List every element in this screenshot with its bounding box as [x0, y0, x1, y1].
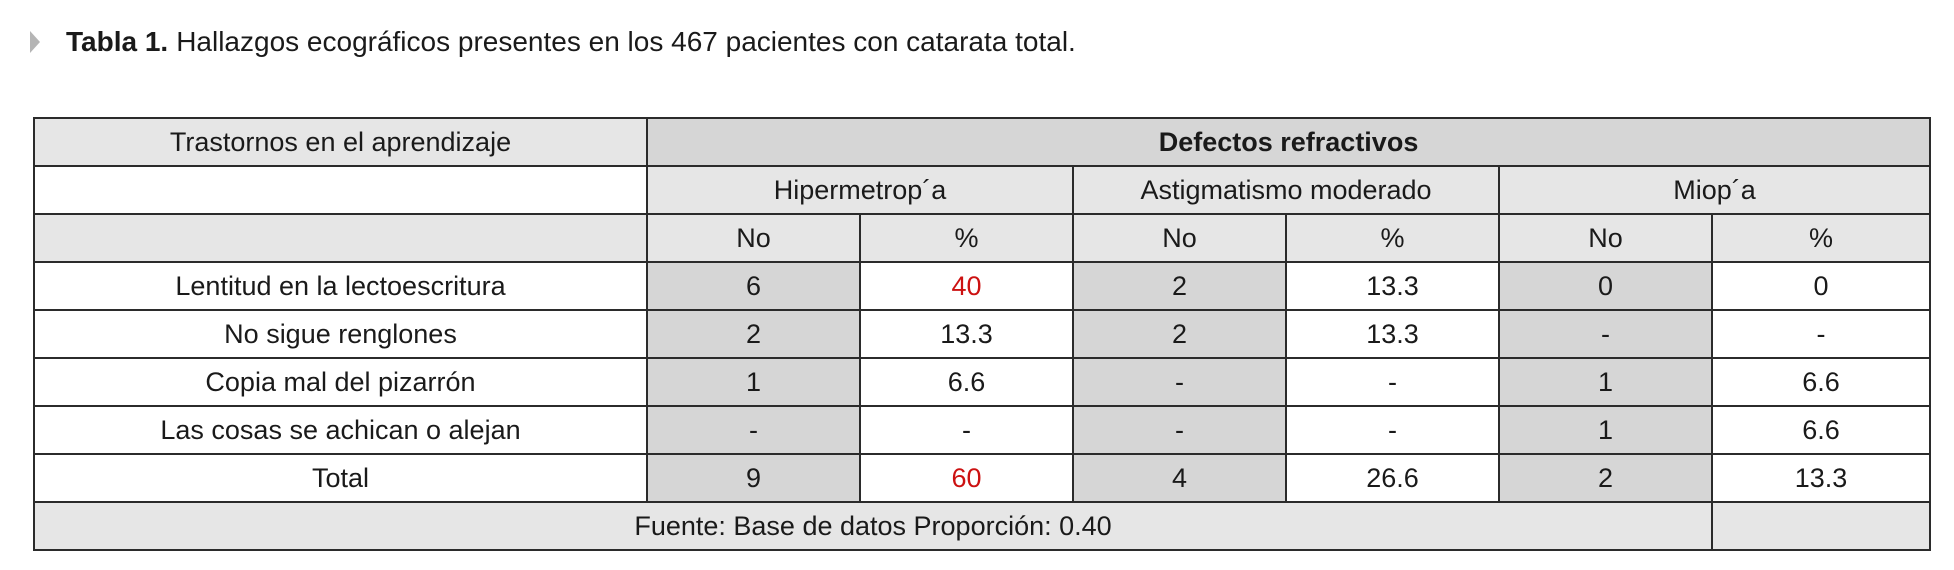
- col-header-pct: %: [860, 214, 1073, 262]
- col-header-no: No: [1073, 214, 1286, 262]
- cell-pct: -: [1286, 358, 1499, 406]
- cell-no: 2: [647, 310, 860, 358]
- empty-header-cell: [34, 214, 647, 262]
- col-header-no: No: [1499, 214, 1712, 262]
- cell-pct-highlighted: 60: [860, 454, 1073, 502]
- cell-no: 2: [1073, 262, 1286, 310]
- cell-no: 1: [1499, 406, 1712, 454]
- cell-no: 6: [647, 262, 860, 310]
- cell-no: 2: [1073, 310, 1286, 358]
- col-header-no: No: [647, 214, 860, 262]
- bullet-marker-icon: [30, 31, 40, 53]
- empty-footnote-cell: [1712, 502, 1930, 550]
- row-label: Total: [34, 454, 647, 502]
- header-row-3: [34, 214, 1930, 262]
- cell-no: 0: [1499, 262, 1712, 310]
- cell-no: -: [1073, 358, 1286, 406]
- footnote-row: [34, 502, 1930, 550]
- table-caption: [30, 22, 1076, 62]
- row-header-cell: Trastornos en el aprendizaje: [34, 118, 647, 166]
- table-row: [34, 406, 1930, 454]
- cell-pct: -: [1286, 406, 1499, 454]
- caption-text: Hallazgos ecográficos presentes en los 467 pacientes con catarata total.: [176, 26, 1076, 57]
- subgroup-hipermetropia: Hipermetrop´a: [647, 166, 1073, 214]
- header-row-1: [34, 118, 1930, 166]
- cell-pct: 6.6: [1712, 406, 1930, 454]
- cell-pct: 0: [1712, 262, 1930, 310]
- cell-pct: 6.6: [1712, 358, 1930, 406]
- cell-no: -: [647, 406, 860, 454]
- total-row: [34, 454, 1930, 502]
- group-header-cell: Defectos refractivos: [647, 118, 1930, 166]
- subgroup-miopia: Miop´a: [1499, 166, 1930, 214]
- cell-pct: -: [860, 406, 1073, 454]
- col-header-pct: %: [1712, 214, 1930, 262]
- cell-no: 1: [647, 358, 860, 406]
- cell-pct: -: [1712, 310, 1930, 358]
- cell-pct: 13.3: [860, 310, 1073, 358]
- row-label: No sigue renglones: [34, 310, 647, 358]
- table-row: [34, 358, 1930, 406]
- table-row: [34, 310, 1930, 358]
- cell-pct: 26.6: [1286, 454, 1499, 502]
- cell-pct: 13.3: [1286, 310, 1499, 358]
- cell-no: 9: [647, 454, 860, 502]
- table-row: [34, 262, 1930, 310]
- row-label: Copia mal del pizarrón: [34, 358, 647, 406]
- row-label: Las cosas se achican o alejan: [34, 406, 647, 454]
- cell-pct: 13.3: [1712, 454, 1930, 502]
- cell-no: 4: [1073, 454, 1286, 502]
- col-header-pct: %: [1286, 214, 1499, 262]
- caption-label: Tabla 1.: [66, 26, 169, 57]
- cell-no: -: [1073, 406, 1286, 454]
- cell-no: 1: [1499, 358, 1712, 406]
- cell-no: -: [1499, 310, 1712, 358]
- header-row-2: [34, 166, 1930, 214]
- empty-header-cell: [34, 166, 647, 214]
- cell-pct-highlighted: 40: [860, 262, 1073, 310]
- row-label: Lentitud en la lectoescritura: [34, 262, 647, 310]
- footnote-cell: Fuente: Base de datos Proporción: 0.40: [34, 502, 1712, 550]
- refractive-defects-table: [33, 117, 1931, 551]
- subgroup-astigmatismo: Astigmatismo moderado: [1073, 166, 1499, 214]
- cell-pct: 13.3: [1286, 262, 1499, 310]
- cell-no: 2: [1499, 454, 1712, 502]
- cell-pct: 6.6: [860, 358, 1073, 406]
